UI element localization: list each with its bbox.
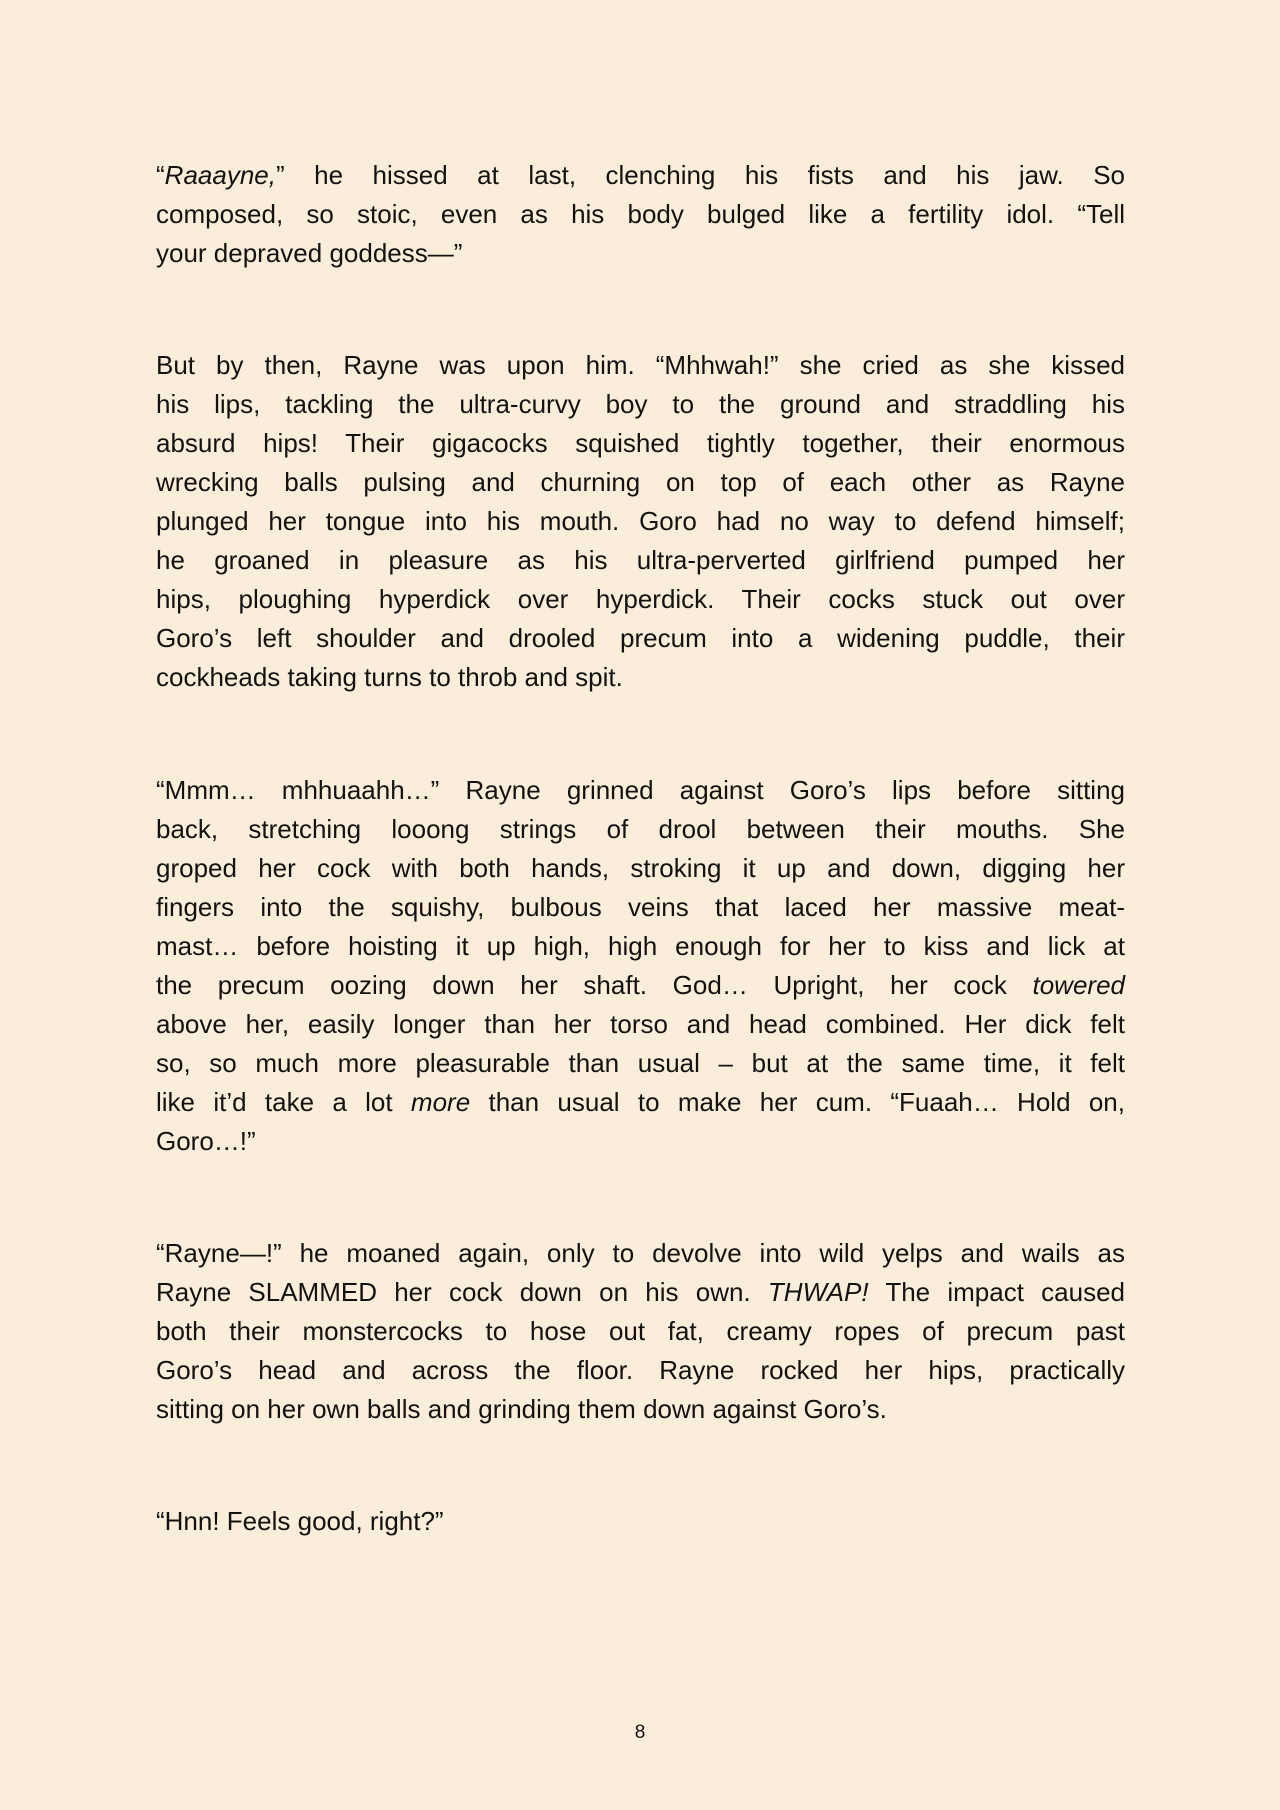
text-line	[156, 888, 1125, 927]
page-number: 8	[634, 1722, 646, 1743]
italic-text: Raaayne,	[164, 160, 276, 190]
text-line	[156, 234, 1125, 273]
text-segment: like it’d take a lot	[156, 1087, 411, 1117]
text-line	[156, 810, 1125, 849]
text-segment: But by then, Rayne was upon him. “Mhhwah!” she cried as she kissed	[156, 350, 1125, 380]
text-segment: plunged her tongue into his mouth. Goro had no way to defend himself;	[156, 506, 1125, 536]
text-line	[156, 541, 1125, 580]
text-line	[156, 195, 1125, 234]
text-segment: he groaned in pleasure as his ultra-perverted girlfriend pumped her	[156, 545, 1125, 575]
text-line	[156, 1351, 1125, 1390]
text-segment: absurd hips! Their gigacocks squished tightly together, their enormous	[156, 428, 1125, 458]
italic-text: towered	[1032, 970, 1125, 1000]
paragraph	[156, 1234, 1125, 1429]
text-line	[156, 1122, 1125, 1161]
text-line	[156, 658, 1125, 697]
text-segment: “Mmm… mhhuaahh…” Rayne grinned against Goro’s lips before sitting	[156, 775, 1125, 805]
text-segment: both their monstercocks to hose out fat, creamy ropes of precum past	[156, 1316, 1125, 1346]
text-segment: Goro…!”	[156, 1126, 256, 1156]
paragraph	[156, 771, 1125, 1161]
text-line	[156, 849, 1125, 888]
text-segment: Goro’s head and across the floor. Rayne rocked her hips, practically	[156, 1355, 1125, 1385]
text-line	[156, 771, 1125, 810]
text-segment: The impact caused	[868, 1277, 1126, 1307]
text-line	[156, 1502, 1125, 1541]
text-segment: his lips, tackling the ultra-curvy boy to the ground and straddling his	[156, 389, 1125, 419]
text-line	[156, 385, 1125, 424]
text-line	[156, 1390, 1125, 1429]
text-segment: your depraved goddess—”	[156, 238, 463, 268]
italic-text: THWAP!	[767, 1277, 869, 1307]
italic-text: more	[410, 1087, 471, 1117]
text-segment: so, so much more pleasurable than usual – but at the same time, it felt	[156, 1048, 1125, 1078]
text-segment: wrecking balls pulsing and churning on top of each other as Rayne	[156, 467, 1125, 497]
text-line	[156, 966, 1125, 1005]
text-segment: “Hnn! Feels good, right?”	[156, 1506, 444, 1536]
text-line	[156, 463, 1125, 502]
text-segment: ” he hissed at last, clenching his fists and his jaw. So	[275, 160, 1125, 190]
paragraph	[156, 156, 1125, 273]
text-line	[156, 1234, 1125, 1273]
text-segment: composed, so stoic, even as his body bulged like a fertility idol. “Tell	[156, 199, 1125, 229]
text-line	[156, 502, 1125, 541]
text-line	[156, 580, 1125, 619]
text-segment: above her, easily longer than her torso and head combined. Her dick felt	[156, 1009, 1125, 1039]
text-segment: groped her cock with both hands, stroking it up and down, digging her	[156, 853, 1125, 883]
text-line	[156, 1083, 1125, 1122]
text-segment: back, stretching looong strings of drool between their mouths. She	[156, 814, 1125, 844]
text-line	[156, 1312, 1125, 1351]
text-line	[156, 346, 1125, 385]
text-segment: Goro’s left shoulder and drooled precum into a widening puddle, their	[156, 623, 1125, 653]
text-segment: fingers into the squishy, bulbous veins that laced her massive meat-	[156, 892, 1125, 922]
paragraph	[156, 1502, 1125, 1541]
text-line	[156, 1273, 1125, 1312]
text-segment: Rayne SLAMMED her cock down on his own.	[156, 1277, 768, 1307]
text-segment: “	[156, 160, 165, 190]
text-line	[156, 1005, 1125, 1044]
text-line	[156, 619, 1125, 658]
text-line	[156, 927, 1125, 966]
paragraph	[156, 346, 1125, 697]
text-segment: the precum oozing down her shaft. God… Upright, her cock	[156, 970, 1033, 1000]
text-line	[156, 424, 1125, 463]
text-segment: cockheads taking turns to throb and spit.	[156, 662, 623, 692]
text-segment: hips, ploughing hyperdick over hyperdick. Their cocks stuck out over	[156, 584, 1125, 614]
text-segment: than usual to make her cum. “Fuaah… Hold on,	[470, 1087, 1125, 1117]
text-segment: sitting on her own balls and grinding them down against Goro’s.	[156, 1394, 887, 1424]
text-line	[156, 156, 1125, 195]
text-segment: “Rayne—!” he moaned again, only to devolve into wild yelps and wails as	[156, 1238, 1125, 1268]
text-segment: mast… before hoisting it up high, high enough for her to kiss and lick at	[156, 931, 1125, 961]
text-line	[156, 1044, 1125, 1083]
